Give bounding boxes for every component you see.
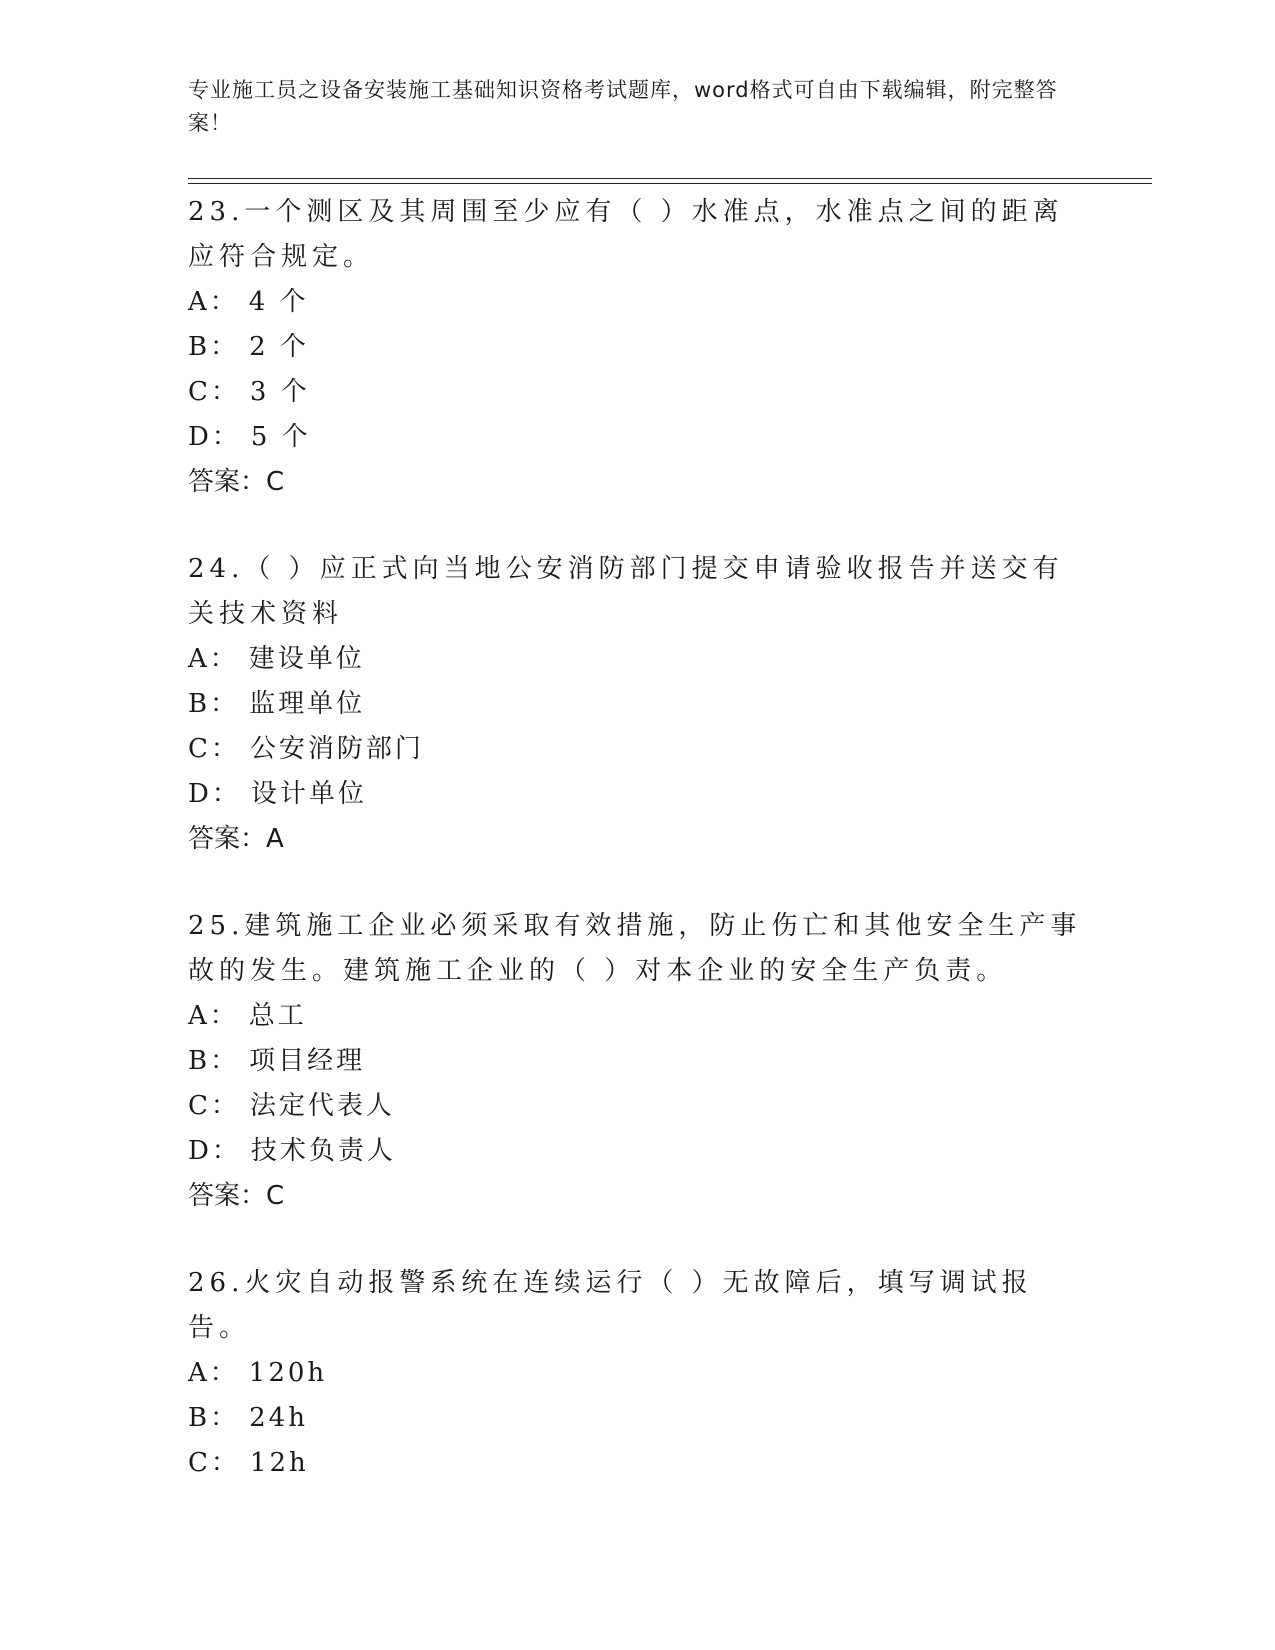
option-label: D：: [188, 1136, 241, 1166]
question-23: [188, 190, 1088, 505]
option-b: [188, 1039, 1088, 1084]
answer-line: 答案：C: [188, 467, 285, 497]
option-label: B：: [188, 332, 240, 362]
option-c: [188, 370, 1088, 415]
option-d: [188, 415, 1088, 460]
question-stem: 25.建筑施工企业必须采取有效措施，防止伤亡和其他安全生产事故的发生。建筑施工企业的（ ）对本企业的安全生产负责。: [188, 911, 1082, 986]
header-divider-bottom: [188, 183, 1152, 184]
option-d: [188, 1129, 1088, 1174]
question-25: [188, 904, 1088, 1219]
option-label: B：: [188, 1046, 240, 1076]
option-text: 12h: [249, 1448, 309, 1478]
option-text: 4 个: [248, 287, 309, 317]
option-label: B：: [188, 689, 240, 719]
option-text: 2 个: [249, 332, 309, 362]
answer-line: 答案：A: [188, 824, 284, 854]
option-c: [188, 1441, 1088, 1486]
question-stem: 26.火灾自动报警系统在连续运行（ ）无故障后，填写调试报告。: [188, 1268, 1033, 1343]
option-label: C：: [188, 1091, 240, 1121]
option-text: 建设单位: [248, 644, 365, 674]
question-26: [188, 1261, 1088, 1486]
option-c: [188, 727, 1088, 772]
option-text: 法定代表人: [249, 1091, 395, 1121]
option-text: 总工: [248, 1001, 307, 1031]
option-b: [188, 682, 1088, 727]
option-text: 项目经理: [249, 1046, 366, 1076]
answer-line: 答案：C: [188, 1181, 285, 1211]
question-list: [188, 190, 1088, 1528]
option-text: 技术负责人: [250, 1136, 396, 1166]
option-text: 设计单位: [250, 779, 367, 809]
option-b: [188, 1396, 1088, 1441]
question-stem: 23.一个测区及其周围至少应有（ ）水准点，水准点之间的距离应符合规定。: [188, 197, 1064, 272]
option-text: 120h: [248, 1358, 328, 1388]
option-a: [188, 637, 1088, 682]
option-text: 3 个: [249, 377, 310, 407]
option-label: C：: [188, 1448, 240, 1478]
option-label: C：: [188, 734, 240, 764]
option-label: A：: [188, 1001, 239, 1031]
question-stem: 24.（ ）应正式向当地公安消防部门提交申请验收报告并送交有关技术资料: [188, 554, 1064, 629]
option-d: [188, 772, 1088, 817]
header-divider-top: [188, 178, 1152, 179]
option-label: A：: [188, 287, 239, 317]
document-header: 专业施工员之设备安装施工基础知识资格考试题库，word格式可自由下载编辑，附完整答案！: [188, 78, 1058, 135]
option-text: 24h: [249, 1403, 308, 1433]
option-label: D：: [188, 422, 241, 452]
option-label: A：: [188, 1358, 239, 1388]
option-label: B：: [188, 1403, 240, 1433]
option-a: [188, 280, 1088, 325]
option-a: [188, 994, 1088, 1039]
option-label: D：: [188, 779, 241, 809]
option-a: [188, 1351, 1088, 1396]
option-text: 监理单位: [249, 689, 366, 719]
option-b: [188, 325, 1088, 370]
option-c: [188, 1084, 1088, 1129]
option-text: 公安消防部门: [249, 734, 424, 764]
option-label: C：: [188, 377, 240, 407]
question-24: [188, 547, 1088, 862]
option-text: 5 个: [250, 422, 311, 452]
option-label: A：: [188, 644, 239, 674]
